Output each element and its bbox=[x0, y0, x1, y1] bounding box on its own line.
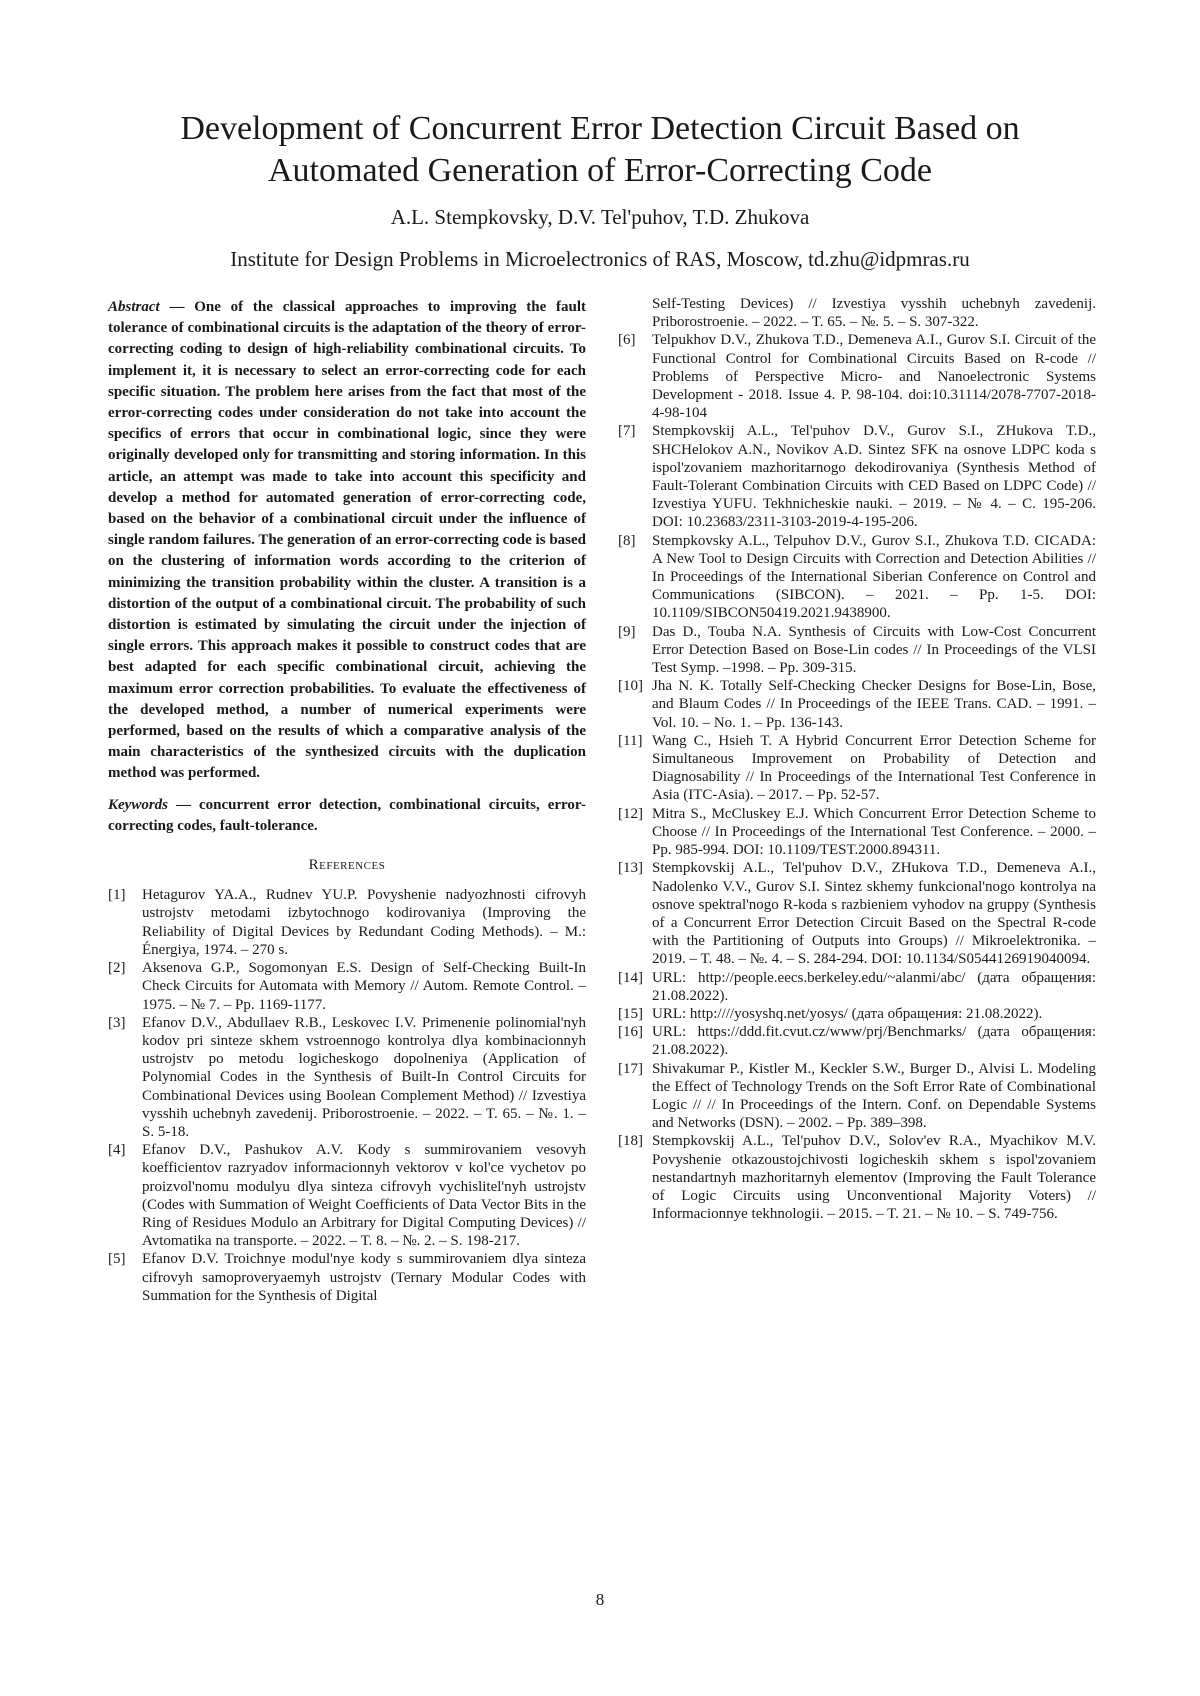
references-list-right bbox=[618, 331, 1096, 1223]
reference-text: URL: https://ddd.fit.cvut.cz/www/prj/Benchmarks/ (дата обращения: 21.08.2022). bbox=[652, 1024, 1096, 1059]
keywords-text: — concurrent error detection, combinational circuits, error-correcting codes, fault-tolerance. bbox=[108, 796, 586, 834]
reference-text: Mitra S., McCluskey E.J. Which Concurrent Error Detection Scheme to Choose // In Proceedings of the International Test Conference. – 2000. – Pp. 985-994. DOI: 10.1109/TEST.2000.894311. bbox=[652, 805, 1096, 859]
reference-text: Jha N. K. Totally Self-Checking Checker Designs for Bose-Lin, Bose, and Blaum Codes // In Proceedings of the IEEE Trans. CAD. – 1991. – Vol. 10. – No. 1. – Pp. 136-143. bbox=[652, 678, 1096, 731]
reference-item bbox=[618, 623, 1096, 678]
reference-number: [13] bbox=[618, 860, 643, 877]
reference-5-continuation: Self-Testing Devices) // Izvestiya vysshih uchebnyh zavedenij. Priborostroenie. – 2022. – T. 65. – №. 5. – S. 307-322. bbox=[652, 296, 1096, 331]
reference-item bbox=[618, 422, 1096, 531]
reference-item bbox=[618, 532, 1096, 623]
paper-title-line-1: Development of Concurrent Error Detection Circuit Based on bbox=[180, 110, 1020, 147]
reference-text: Efanov D.V. Troichnye modul'nye kody s summirovaniem dlya sinteza cifrovyh samoproveryaemyh ustrojstv (Ternary Modular Codes with Summation for the Synthesis of Digital bbox=[142, 1251, 586, 1304]
reference-item bbox=[618, 859, 1096, 968]
references-heading: References bbox=[308, 857, 386, 874]
reference-number: [16] bbox=[618, 1024, 643, 1041]
reference-item bbox=[618, 331, 1096, 422]
reference-text: Telpukhov D.V., Zhukova T.D., Demeneva A.I., Gurov S.I. Circuit of the Functional Control for Combinational Circuits Based on R-code // Problems of Perspective Micro- and Nanoelectronic Systems Development - 2018. Issue 4. P. 98-104. doi:10.31114/2078-7707-2018-4-98-104 bbox=[652, 332, 1096, 422]
abstract-label: Abstract bbox=[108, 299, 160, 315]
reference-item bbox=[618, 677, 1096, 732]
reference-text: Stempkovskij A.L., Tel'puhov D.V., ZHukova T.D., Demeneva A.I., Nadolenko V.V., Gurov S.I. Sintez skhemy funkcional'nogo kontrolya na osnove spektral'nogo R-koda s razbieniem vyhodov na gruppy (Synthesis of a Concurrent Error Detection Circuit Based on the Spectral R-code with the Partitioning of Outputs into Groups) // Mikroelektronika. – 2019. – T. 48. – №. 4. – S. 284-294. DOI: 10.1134/S0544126919040094. bbox=[652, 860, 1096, 968]
reference-number: [10] bbox=[618, 678, 643, 695]
reference-number: [15] bbox=[618, 1005, 643, 1022]
reference-item bbox=[618, 805, 1096, 860]
reference-number: [6] bbox=[618, 332, 636, 349]
reference-item bbox=[108, 959, 586, 1014]
paper-affiliation: Institute for Design Problems in Microelectronics of RAS, Moscow, td.zhu@idpmras.ru bbox=[230, 247, 970, 271]
references-list-left bbox=[108, 886, 586, 1305]
reference-text: Stempkovsky A.L., Telpuhov D.V., Gurov S.I., Zhukova T.D. CICADA: A New Tool to Design Circuits with Correction and Detection Abilities // In Proceedings of the International Siberian Conference on Control and Communications (SIBCON). – 2021. – Pp. 1-5. DOI: 10.1109/SIBCON50419.2021.9438900. bbox=[652, 532, 1096, 622]
reference-text: URL: http:////yosyshq.net/yosys/ (дата обращения: 21.08.2022). bbox=[652, 1005, 1043, 1022]
reference-item bbox=[108, 1250, 586, 1305]
right-column bbox=[618, 295, 1096, 1223]
reference-item bbox=[618, 1005, 1096, 1023]
reference-number: [11] bbox=[618, 732, 643, 749]
reference-number: [1] bbox=[108, 887, 126, 904]
reference-text: Hetagurov YA.A., Rudnev YU.P. Povyshenie nadyozhnosti cifrovyh ustrojstv metodami izbytochnogo kodirovaniya (Improving the Reliability of Digital Devices by Redundant Coding Methods). – M.: Énergiya, 1974. – 270 s. bbox=[142, 887, 586, 958]
paper-authors: A.L. Stempkovsky, D.V. Tel'puhov, T.D. Zhukova bbox=[390, 205, 810, 229]
reference-number: [7] bbox=[618, 423, 636, 440]
reference-text: URL: http://people.eecs.berkeley.edu/~alanmi/abc/ (дата обращения: 21.08.2022). bbox=[652, 969, 1096, 1004]
keywords bbox=[108, 795, 586, 837]
reference-text: Aksenova G.P., Sogomonyan E.S. Design of Self-Checking Built-In Check Circuits for Automata with Memory // Autom. Remote Control. – 1975. – № 7. – Pp. 1169-1177. bbox=[142, 960, 586, 1013]
reference-number: [2] bbox=[108, 960, 126, 977]
paper-title-line-2: Automated Generation of Error-Correcting Code bbox=[268, 152, 932, 189]
keywords-label: Keywords bbox=[108, 796, 168, 813]
reference-number: [8] bbox=[618, 532, 636, 549]
reference-item bbox=[618, 969, 1096, 1005]
paper-title bbox=[100, 108, 1100, 192]
reference-item bbox=[108, 886, 586, 959]
reference-text: Efanov D.V., Pashukov A.V. Kody s summirovaniem vesovyh koefficientov razryadov informacionnyh vektorov v kol'ce vychetov po proizvol'nomu modulyu dlya sinteza cifrovyh vychislitel'nyh ustrojstv (Codes with Summation of Weight Coefficients of Data Vector Bits in the Ring of Residues Modulo an Arbitrary for Digital Computing Devices) // Avtomatika na transporte. – 2022. – T. 8. – №. 2. – S. 198-217. bbox=[142, 1142, 586, 1250]
left-column bbox=[108, 297, 586, 1305]
reference-item bbox=[618, 1023, 1096, 1059]
reference-number: [4] bbox=[108, 1142, 126, 1159]
reference-item bbox=[618, 732, 1096, 805]
reference-text: Efanov D.V., Abdullaev R.B., Leskovec I.V. Primenenie polinomial'nyh kodov pri sinteze skhem vstroennogo kontrolya dlya kombinacionnyh ustrojstv po metodu logicheskogo dopolneniya (Application of Polynomial Codes in the Synthesis of Built-In Control Circuits for Combinational Devices using Boolean Complement Method) // Izvestiya vysshih uchebnyh zavedenij. Priborostroenie. – 2022. – T. 65. – №. 1. – S. 5-18. bbox=[142, 1014, 586, 1140]
reference-text: Das D., Touba N.A. Synthesis of Circuits with Low-Cost Concurrent Error Detection Based on Bose-Lin codes // In Proceedings of the VLSI Test Symp. –1998. – Pp. 309-315. bbox=[652, 623, 1096, 677]
abstract-text: — One of the classical approaches to improving the fault tolerance of combinational circuits is the adaptation of the theory of error-correcting coding to design of high-reliability combinational circuits. To implement it, it is necessary to select an error-correcting code for each specific situation. The problem here arises from the fact that most of the error-correcting codes under consideration do not take into account the specifics of errors that occur in combinational logic, since they were originally developed only for transmitting and storing information. In this article, an attempt was made to take into account this specificity and develop a method for automated generation of error-correcting code, based on the behavior of a combinational circuit under the influence of single random failures. The generation of an error-correcting code is based on the clustering of information words according to the criterion of minimizing the transition probability within the cluster. A transition is a distortion of the output of a combinational circuit. The probability of such distortion is estimated by simulating the circuit under the injection of single errors. This approach makes it possible to construct codes that are best adapted for each specific combinational circuit, achieving the maximum error correction probabilities. To evaluate the effectiveness of the developed method, a number of numerical experiments were performed, based on the results of which a comparative analysis of the main characteristics of the synthesized circuits with the duplication method was performed. bbox=[108, 299, 586, 782]
reference-number: [12] bbox=[618, 805, 643, 822]
reference-number: [18] bbox=[618, 1133, 643, 1150]
reference-number: [3] bbox=[108, 1014, 126, 1031]
abstract bbox=[108, 297, 586, 785]
page-number: 8 bbox=[595, 1590, 605, 1609]
reference-item bbox=[108, 1141, 586, 1250]
reference-text: Stempkovskij A.L., Tel'puhov D.V., Gurov S.I., ZHukova T.D., SHCHelokov A.N., Novikov A.D. Sintez SFK na osnove LDPC koda s ispol'zovaniem mazhoritarnogo dekodirovaniya (Synthesis Method of Fault-Tolerant Combination Circuits with CED Based on LDPC Code) // Izvestiya YUFU. Tekhnicheskie nauki. – 2019. – № 4. – C. 195-206. DOI: 10.23683/2311-3103-2019-4-195-206. bbox=[652, 423, 1096, 531]
reference-number: [9] bbox=[618, 623, 636, 640]
reference-number: [14] bbox=[618, 969, 643, 986]
reference-number: [5] bbox=[108, 1251, 126, 1268]
reference-item bbox=[618, 1132, 1096, 1223]
reference-text: Wang C., Hsieh T. A Hybrid Concurrent Error Detection Scheme for Simultaneous Improvement on Probability of Detection and Diagnosability // In Proceedings of the International Test Conference in Asia (ITC-Asia). – 2017. – Pp. 52-57. bbox=[652, 732, 1096, 804]
reference-item bbox=[618, 1060, 1096, 1133]
reference-text: Stempkovskij A.L., Tel'puhov D.V., Solov'ev R.A., Myachikov M.V. Povyshenie otkazoustojchivosti logicheskih skhem s ispol'zovaniem nestandartnyh mazhoritarnyh elementov (Improving the Fault Tolerance of Logic Circuits using Unconventional Majority Voters) // Informacionnye tekhnologii. – 2015. – T. 21. – № 10. – S. 749-756. bbox=[652, 1133, 1096, 1223]
reference-item bbox=[108, 1014, 586, 1141]
reference-number: [17] bbox=[618, 1060, 643, 1077]
reference-text: Shivakumar P., Kistler M., Keckler S.W., Burger D., Alvisi L. Modeling the Effect of Technology Trends on the Soft Error Rate of Combinational Logic // // In Proceedings of the Intern. Conf. on Dependable Systems and Networks (DSN). – 2002. – Pp. 389–398. bbox=[652, 1060, 1096, 1132]
